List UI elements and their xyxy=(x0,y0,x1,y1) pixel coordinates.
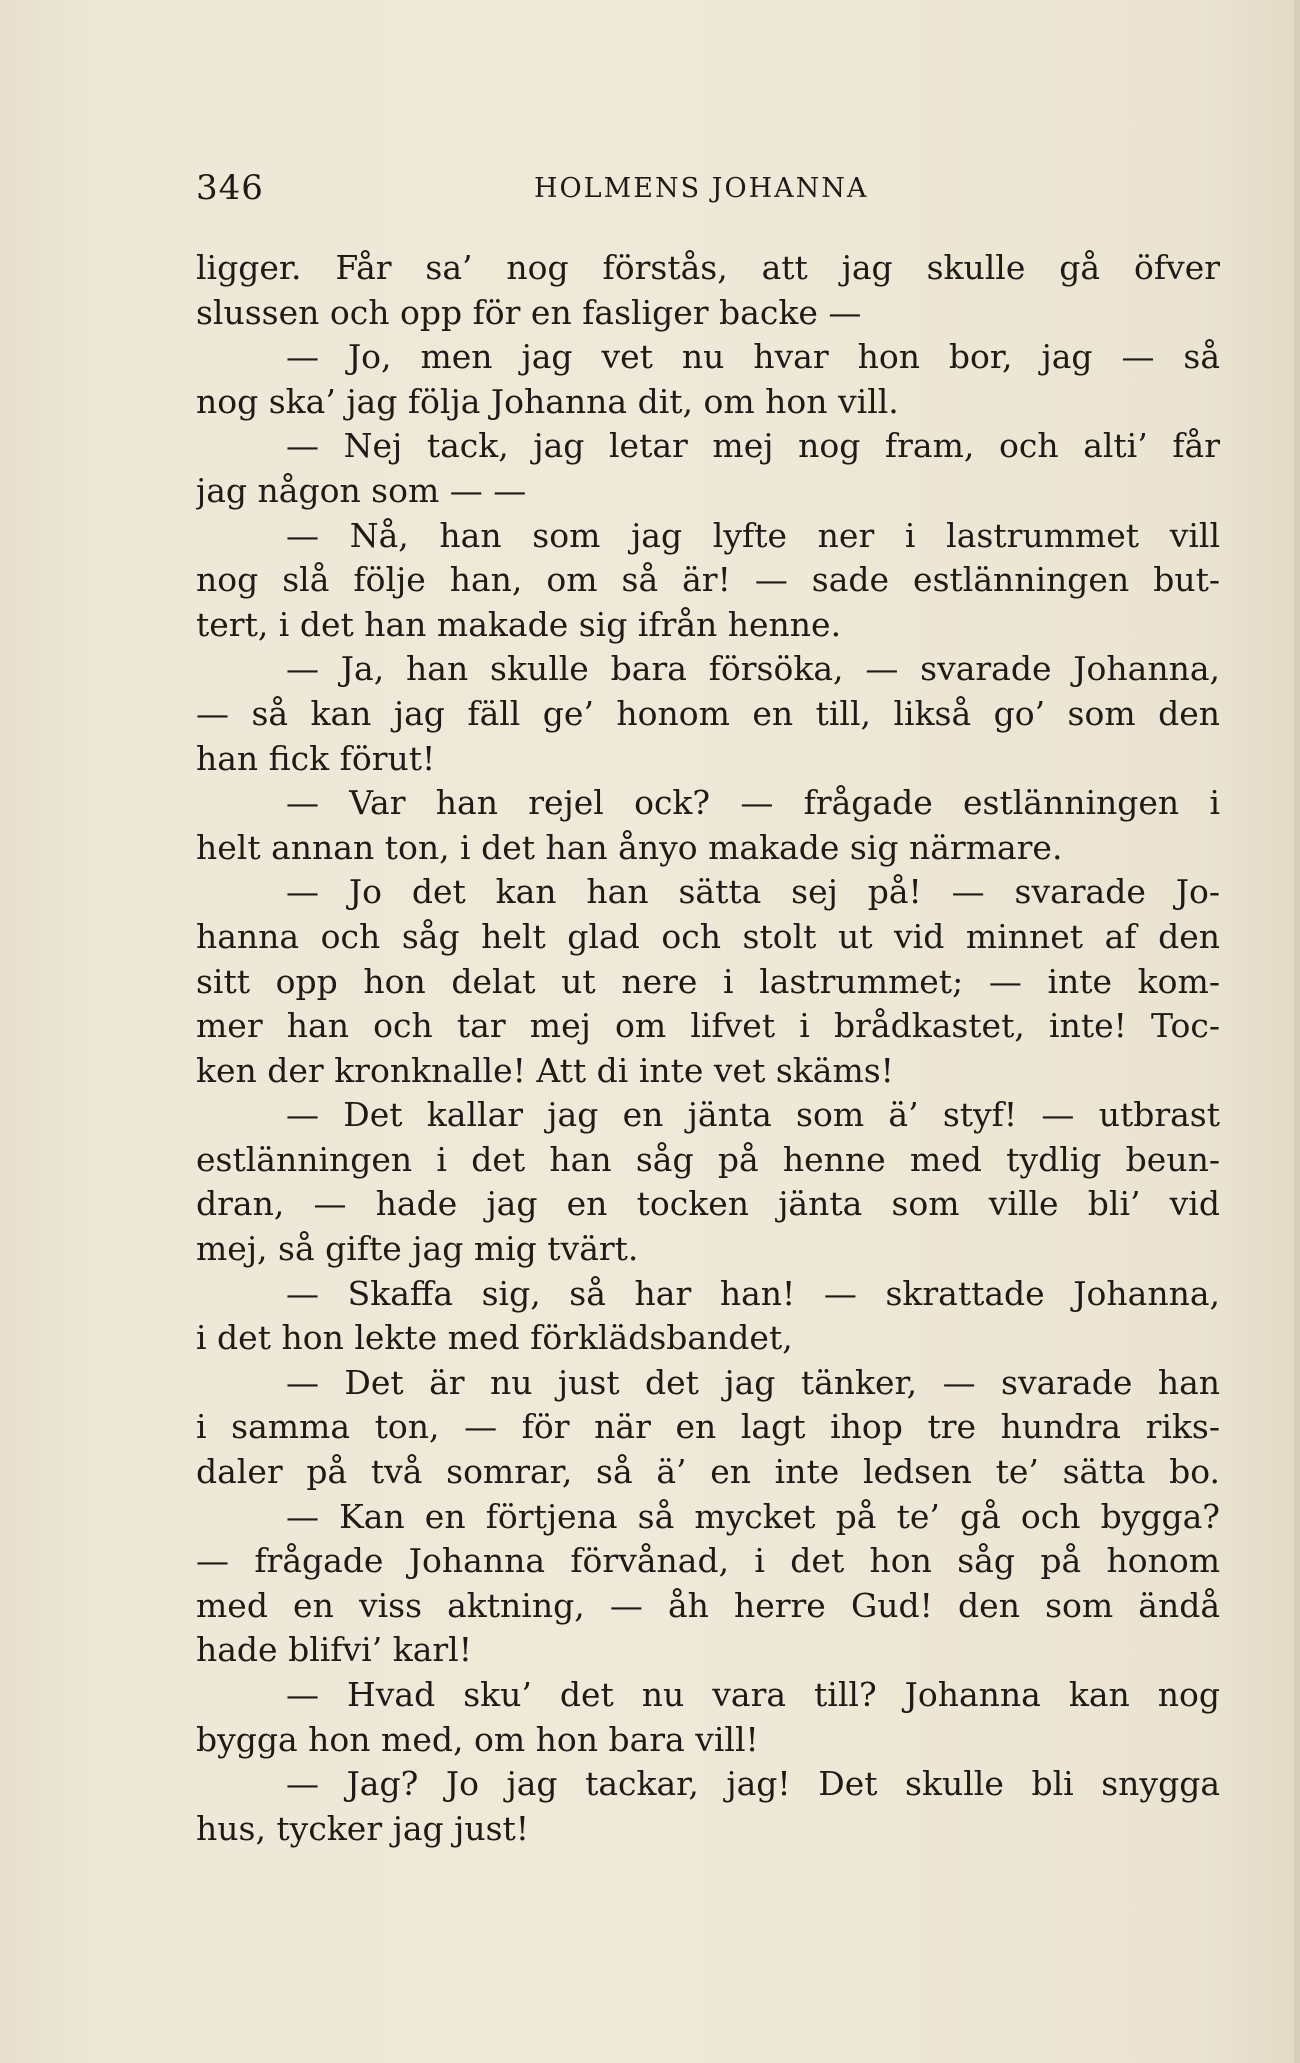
text-line: — Var han rejel ock? — frågade estlänningen i xyxy=(286,783,1220,823)
text-line: dran, — hade jag en tocken jänta som ville bli’ vid xyxy=(196,1184,1220,1224)
text-line: i samma ton, — för när en lagt ihop tre hundra riks- xyxy=(196,1407,1220,1447)
text-line: ligger. Får sa’ nog förstås, att jag skulle gå öfver xyxy=(196,248,1220,287)
text-line: nog ska’ jag följa Johanna dit, om hon vill. xyxy=(196,381,899,421)
text-line: — Jo, men jag vet nu hvar hon bor, jag — så xyxy=(286,337,1220,377)
text-line: — Nå, han som jag lyfte ner i lastrummet vill xyxy=(286,515,1220,555)
text-line: — Det är nu just det jag tänker, — svarade han xyxy=(286,1362,1220,1402)
text-line: estlänningen i det han såg på henne med tydlig beun- xyxy=(196,1139,1220,1179)
text-line: daler på två somrar, så ä’ en inte ledsen te’ sätta bo. xyxy=(196,1452,1220,1492)
text-line: — Det kallar jag en jänta som ä’ styf! — utbrast xyxy=(286,1095,1220,1135)
text-line: mer han och tar mej om lifvet i brådkastet, inte! Toc- xyxy=(196,1006,1220,1046)
page-header xyxy=(196,168,1216,214)
text-line: ken der kronknalle! Att di inte vet skäms! xyxy=(196,1050,894,1090)
text-line: bygga hon med, om hon bara vill! xyxy=(196,1719,759,1759)
text-line: slussen och opp för en fasliger backe — xyxy=(196,292,862,332)
text-line: — frågade Johanna förvånad, i det hon såg på honom xyxy=(196,1541,1220,1581)
text-line: nog slå följe han, om så är! — sade estlänningen but- xyxy=(196,560,1220,600)
text-line: med en viss aktning, — åh herre Gud! den som ändå xyxy=(196,1585,1220,1625)
running-title: HOLMENS JOHANNA xyxy=(534,173,869,204)
text-line: hade blifvi’ karl! xyxy=(196,1630,472,1670)
text-line: — så kan jag fäll ge’ honom en till, likså go’ som den xyxy=(196,693,1220,733)
text-line: helt annan ton, i det han ånyo makade sig närmare. xyxy=(196,827,1063,867)
page-edge xyxy=(1294,0,1300,2063)
text-line: tert, i det han makade sig ifrån henne. xyxy=(196,604,842,644)
text-line: — Jo det kan han sätta sej på! — svarade Jo- xyxy=(286,872,1220,912)
text-line: jag någon som — — xyxy=(196,470,527,510)
text-line: — Jag? Jo jag tackar, jag! Det skulle bli snygga xyxy=(286,1764,1220,1804)
text-line: hus, tycker jag just! xyxy=(196,1808,530,1848)
text-line: — Ja, han skulle bara försöka, — svarade Johanna, xyxy=(286,649,1220,689)
page-number: 346 xyxy=(196,168,264,208)
text-line: — Kan en förtjena så mycket på te’ gå och bygga? xyxy=(286,1496,1220,1536)
text-line: mej, så gifte jag mig tvärt. xyxy=(196,1229,639,1269)
text-line: — Skaffa sig, så har han! — skrattade Johanna, xyxy=(286,1273,1220,1313)
text-line: han fick förut! xyxy=(196,738,436,778)
text-line: — Nej tack, jag letar mej nog fram, och alti’ får xyxy=(286,426,1220,466)
text-line: i det hon lekte med förklädsbandet, xyxy=(196,1318,793,1358)
text-line: sitt opp hon delat ut nere i lastrummet; — inte kom- xyxy=(196,961,1220,1001)
text-line: — Hvad sku’ det nu vara till? Johanna kan nog xyxy=(286,1675,1220,1714)
body-text xyxy=(196,246,1220,1851)
text-line: hanna och såg helt glad och stolt ut vid minnet af den xyxy=(196,916,1220,956)
